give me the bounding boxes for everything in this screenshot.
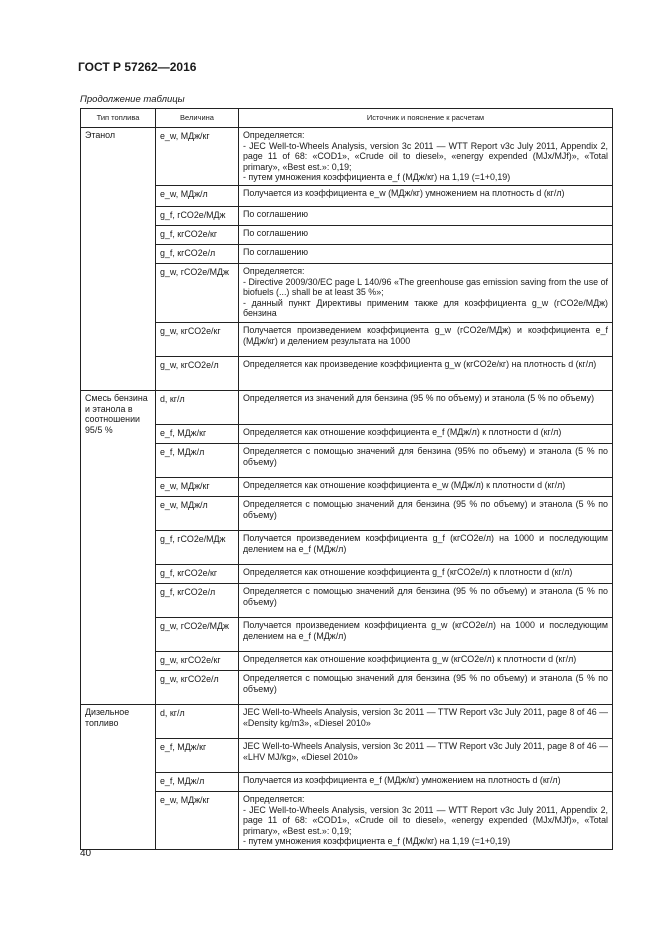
table-row <box>81 671 613 705</box>
table-row <box>81 186 613 207</box>
table-row <box>81 565 613 584</box>
quantity-cell: g_w, гCO2e/МДж <box>156 618 239 652</box>
source-cell: Определяется: - JEC Well-to-Wheels Analysis, version 3c 2011 — WTT Report v3c July 2011, Appendix 2, page 11 of 68: «COD1», «Crude oil to diesel», «energy expended (MJx/MJf)», «Total primary», «Best est.»: 0,19; - путем умножения коэффициента e_f (МДж/кг) на 1,19 (=1+0,19) <box>239 792 613 850</box>
source-cell: Получается произведением коэффициента g_w (кгCO2e/л) на 1000 и последующим делением на e_f (МДж/л) <box>239 618 613 652</box>
table-row <box>81 264 613 323</box>
table-row <box>81 391 613 425</box>
table-row <box>81 773 613 792</box>
source-cell: Определяется: - JEC Well-to-Wheels Analysis, version 3c 2011 — WTT Report v3c July 2011, Appendix 2, page 11 of 68: «COD1», «Crude oil to diesel», «energy expended (MJx/MJf)», «Total primary», «Best est.»: 0,19; - путем умножения коэффициента e_f (МДж/кг) на 1,19 (=1+0,19) <box>239 128 613 186</box>
table-row <box>81 323 613 357</box>
source-cell: Определяется: - Directive 2009/30/EC page L 140/96 «The greenhouse gas emission saving from the use of biofuels (...) shall be at least 35 %»; - данный пункт Директивы применим также для коэффициента g_w (гCO2e/МДж) бензина <box>239 264 613 323</box>
table-caption: Продолжение таблицы <box>80 94 185 105</box>
quantity-cell: e_w, МДж/л <box>156 186 239 207</box>
table-row <box>81 792 613 850</box>
table-row <box>81 245 613 264</box>
table-row <box>81 618 613 652</box>
source-cell: Получается из коэффициента e_f (МДж/кг) умножением на плотность d (кг/л) <box>239 773 613 792</box>
table-row <box>81 652 613 671</box>
quantity-cell: e_w, МДж/кг <box>156 128 239 186</box>
fuel-type-cell: Этанол <box>81 128 156 391</box>
table-row <box>81 739 613 773</box>
quantity-cell: e_f, МДж/кг <box>156 425 239 444</box>
quantity-cell: g_f, кгCO2e/л <box>156 584 239 618</box>
quantity-cell: g_f, гCO2e/МДж <box>156 207 239 226</box>
quantity-cell: g_f, кгCO2e/кг <box>156 226 239 245</box>
source-cell: JEC Well-to-Wheels Analysis, version 3c 2011 — TTW Report v3c July 2011, page 8 of 46 — «LHV MJ/kg», «Diesel 2010» <box>239 739 613 773</box>
table-header-row <box>81 109 613 128</box>
table-row <box>81 497 613 531</box>
source-cell: Определяется из значений для бензина (95 % по объему) и этанола (5 % по объему) <box>239 391 613 425</box>
source-cell: Определяется с помощью значений для бензина (95 % по объему) и этанола (5 % по объему) <box>239 497 613 531</box>
quantity-cell: e_f, МДж/кг <box>156 739 239 773</box>
quantity-cell: d, кг/л <box>156 391 239 425</box>
page-number: 40 <box>80 848 92 859</box>
quantity-cell: e_w, МДж/кг <box>156 478 239 497</box>
column-header: Величина <box>156 109 239 128</box>
quantity-cell: g_f, гCO2e/МДж <box>156 531 239 565</box>
source-cell: Определяется как отношение коэффициента e_w (МДж/л) к плотности d (кг/л) <box>239 478 613 497</box>
quantity-cell: e_f, МДж/л <box>156 444 239 478</box>
source-cell: Определяется с помощью значений для бензина (95 % по объему) и этанола (5 % по объему) <box>239 584 613 618</box>
table-row <box>81 584 613 618</box>
quantity-cell: g_w, кгCO2e/л <box>156 357 239 391</box>
table-row <box>81 357 613 391</box>
column-header: Источник и пояснение к расчетам <box>239 109 613 128</box>
quantity-cell: e_w, МДж/л <box>156 497 239 531</box>
source-cell: По соглашению <box>239 207 613 226</box>
fuel-type-cell: Смесь бензина и этанола в соотношении 95/5 % <box>81 391 156 705</box>
document-header: ГОСТ Р 57262—2016 <box>78 60 197 74</box>
quantity-cell: g_f, кгCO2e/л <box>156 245 239 264</box>
table-row <box>81 705 613 739</box>
table-row <box>81 444 613 478</box>
source-cell: По соглашению <box>239 226 613 245</box>
table-row <box>81 425 613 444</box>
table-row <box>81 128 613 186</box>
source-cell: По соглашению <box>239 245 613 264</box>
quantity-cell: e_w, МДж/кг <box>156 792 239 850</box>
source-cell: Определяется как отношение коэффициента g_f (кгCO2e/л) к плотности d (кг/л) <box>239 565 613 584</box>
table-body <box>81 128 613 850</box>
source-cell: Определяется как произведение коэффициента g_w (кгCO2e/кг) на плотность d (кг/л) <box>239 357 613 391</box>
source-cell: Определяется как отношение коэффициента e_f (МДж/л) к плотности d (кг/л) <box>239 425 613 444</box>
quantity-cell: g_w, гCO2e/МДж <box>156 264 239 323</box>
table-row <box>81 531 613 565</box>
quantity-cell: g_w, кгCO2e/кг <box>156 323 239 357</box>
source-cell: Получается произведением коэффициента g_w (гCO2e/МДж) и коэффициента e_f (МДж/кг) и делением результата на 1000 <box>239 323 613 357</box>
quantity-cell: d, кг/л <box>156 705 239 739</box>
quantity-cell: e_f, МДж/л <box>156 773 239 792</box>
table-row <box>81 226 613 245</box>
source-cell: Определяется с помощью значений для бензина (95% по объему) и этанола (5 % по объему) <box>239 444 613 478</box>
source-cell: JEC Well-to-Wheels Analysis, version 3c 2011 — TTW Report v3c July 2011, page 8 of 46 — «Density kg/m3», «Diesel 2010» <box>239 705 613 739</box>
data-table <box>80 108 613 850</box>
source-cell: Получается из коэффициента e_w (МДж/кг) умножением на плотность d (кг/л) <box>239 186 613 207</box>
source-cell: Определяется как отношение коэффициента g_w (кгCO2e/л) к плотности d (кг/л) <box>239 652 613 671</box>
source-cell: Получается произведением коэффициента g_f (кгCO2e/л) на 1000 и последующим делением на e_f (МДж/л) <box>239 531 613 565</box>
table-row <box>81 207 613 226</box>
quantity-cell: g_w, кгCO2e/л <box>156 671 239 705</box>
quantity-cell: g_f, кгCO2e/кг <box>156 565 239 584</box>
quantity-cell: g_w, кгCO2e/кг <box>156 652 239 671</box>
source-cell: Определяется с помощью значений для бензина (95 % по объему) и этанола (5 % по объему) <box>239 671 613 705</box>
fuel-type-cell: Дизельное топливо <box>81 705 156 850</box>
table-row <box>81 478 613 497</box>
column-header: Тип топлива <box>81 109 156 128</box>
